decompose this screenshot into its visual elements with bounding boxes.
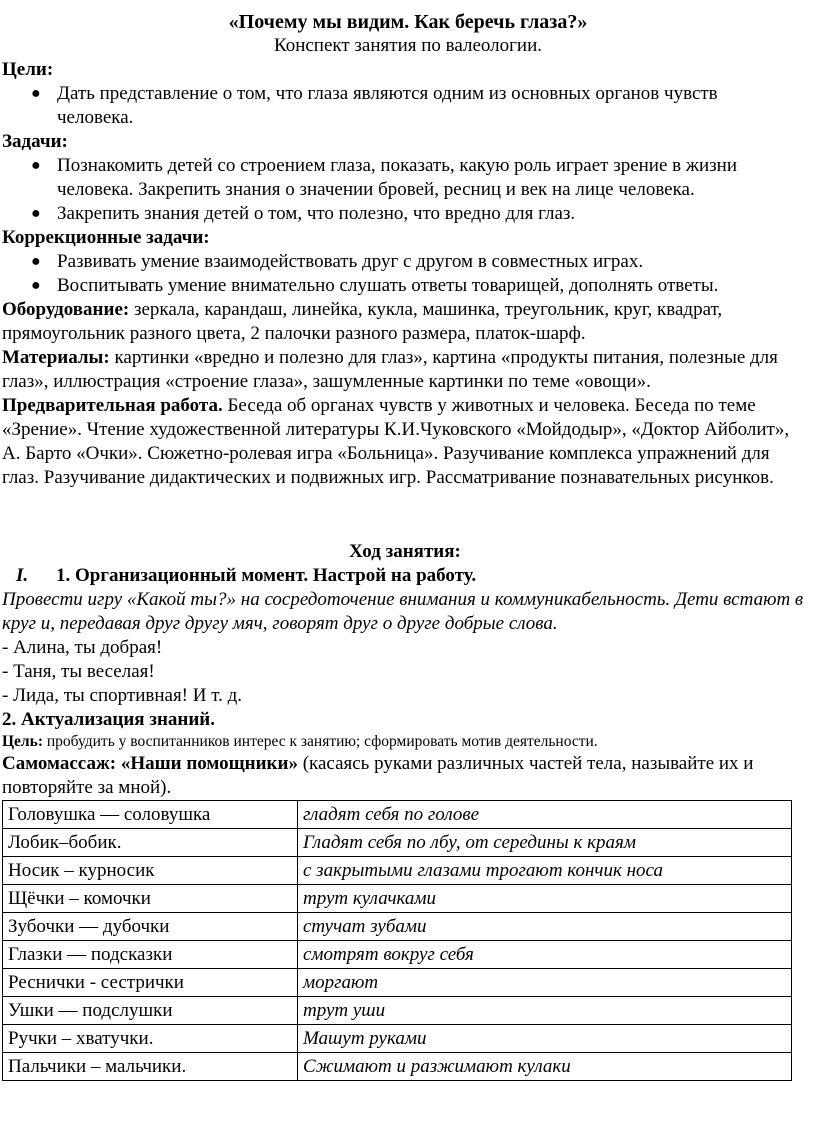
dialogue-line: - Алина, ты добрая! bbox=[2, 637, 163, 658]
massage-phrase-cell: Головушка — соловушка bbox=[3, 801, 298, 829]
massage-action-cell: стучат зубами bbox=[298, 913, 792, 941]
massage-action-cell: гладят себя по голове bbox=[298, 801, 792, 829]
massage-phrase-cell: Щёчки – комочки bbox=[3, 885, 298, 913]
list-item: ● Познакомить детей со строением глаза, показать, какую роль играет зрение в жизни человека. Закрепить знания о значении бровей, ресниц и век на лице человека. bbox=[31, 155, 738, 200]
course-heading: Ход занятия: bbox=[349, 541, 461, 562]
correction-heading: Коррекционные задачи: bbox=[2, 227, 210, 248]
correction-list bbox=[2, 250, 808, 298]
step-1-heading: I. 1. Организационный момент. Настрой на работу. bbox=[16, 565, 477, 586]
tasks-list bbox=[2, 154, 808, 226]
table-row bbox=[3, 857, 792, 885]
step-2-heading: 2. Актуализация знаний. bbox=[2, 709, 216, 730]
massage-action-cell: Машут руками bbox=[298, 1025, 792, 1053]
list-item: ● Воспитывать умение внимательно слушать ответы товарищей, дополнять ответы. bbox=[31, 275, 719, 296]
massage-phrase-cell: Ручки – хватучки. bbox=[3, 1025, 298, 1053]
massage-action-cell: моргают bbox=[298, 969, 792, 997]
massage-action-cell: смотрят вокруг себя bbox=[298, 941, 792, 969]
massage-action-cell: Сжимают и разжимают кулаки bbox=[298, 1053, 792, 1081]
list-item: ● Развивать умение взаимодействовать друг с другом в совместных играх. bbox=[31, 251, 644, 272]
bullet-icon: ● bbox=[31, 85, 41, 102]
document-title: «Почему мы видим. Как беречь глаза?» bbox=[228, 11, 588, 33]
massage-action-cell: трут уши bbox=[298, 997, 792, 1025]
bullet-icon: ● bbox=[31, 253, 41, 270]
table-row bbox=[3, 1053, 792, 1081]
table-row bbox=[3, 885, 792, 913]
tasks-heading: Задачи: bbox=[2, 131, 68, 152]
goal-paragraph: Цель: пробудить у воспитанников интерес к занятию; сформировать мотив деятельности. bbox=[2, 733, 598, 750]
massage-phrase-cell: Носик – курносик bbox=[3, 857, 298, 885]
table-row bbox=[3, 1025, 792, 1053]
goals-heading: Цели: bbox=[2, 59, 54, 80]
bullet-icon: ● bbox=[31, 157, 41, 174]
materials-paragraph: Материалы: картинки «вредно и полезно для глаз», картина «продукты питания, полезные для глаз», иллюстрация «строение глаза», зашумленные картинки по теме «овощи». bbox=[2, 347, 778, 392]
equipment-paragraph: Оборудование: зеркала, карандаш, линейка, кукла, машинка, треугольник, круг, квадрат, прямоугольник разного цвета, 2 палочки разного размера, платок-шарф. bbox=[2, 299, 723, 344]
massage-phrase-cell: Зубочки — дубочки bbox=[3, 913, 298, 941]
bullet-icon: ● bbox=[31, 277, 41, 294]
bullet-icon: ● bbox=[31, 205, 41, 222]
document-body bbox=[0, 58, 816, 800]
table-row bbox=[3, 913, 792, 941]
massage-phrase-cell: Глазки — подсказки bbox=[3, 941, 298, 969]
massage-phrase-cell: Реснички - сестрички bbox=[3, 969, 298, 997]
table-row bbox=[3, 969, 792, 997]
game-description: Провести игру «Какой ты?» на сосредоточение внимания и коммуникабельность. Дети встают в круг и, передавая друг другу мяч, говорят друг о друге добрые слова. bbox=[2, 589, 804, 634]
list-item: ● Закрепить знания детей о том, что полезно, что вредно для глаз. bbox=[31, 203, 576, 224]
table-row bbox=[3, 829, 792, 857]
table-row bbox=[3, 941, 792, 969]
massage-paragraph: Самомассаж: «Наши помощники» (касаясь руками различных частей тела, называйте их и повторяйте за мной). bbox=[2, 753, 754, 798]
massage-phrase-cell: Пальчики – мальчики. bbox=[3, 1053, 298, 1081]
massage-table bbox=[2, 800, 792, 1081]
document-subtitle: Конспект занятия по валеологии. bbox=[273, 35, 543, 56]
table-row bbox=[3, 997, 792, 1025]
massage-action-cell: трут кулачками bbox=[298, 885, 792, 913]
dialogue-line: - Лида, ты спортивная! И т. д. bbox=[2, 685, 243, 706]
massage-phrase-cell: Лобик–бобик. bbox=[3, 829, 298, 857]
massage-phrase-cell: Ушки — подслушки bbox=[3, 997, 298, 1025]
preliminary-paragraph: Предварительная работа. Беседа об органах чувств у животных и человека. Беседа по теме «Зрение». Чтение художественной литературы К.И.Чуковского «Мойдодыр», «Доктор Айболит», А. Барто «Очки». Сюжетно-ролевая игра «Больница». Разучивание комплекса упражнений для глаз. Разучивание дидактических и подвижных игр. Рассматривание познавательных рисунков. bbox=[2, 395, 790, 488]
massage-action-cell: с закрытыми глазами трогают кончик носа bbox=[298, 857, 792, 885]
massage-action-cell: Гладят себя по лбу, от середины к краям bbox=[298, 829, 792, 857]
list-item: ● Дать представление о том, что глаза являются одним из основных органов чувств человека. bbox=[31, 83, 718, 128]
table-row bbox=[3, 801, 792, 829]
goals-list bbox=[2, 82, 808, 130]
dialogue-line: - Таня, ты веселая! bbox=[2, 661, 155, 682]
